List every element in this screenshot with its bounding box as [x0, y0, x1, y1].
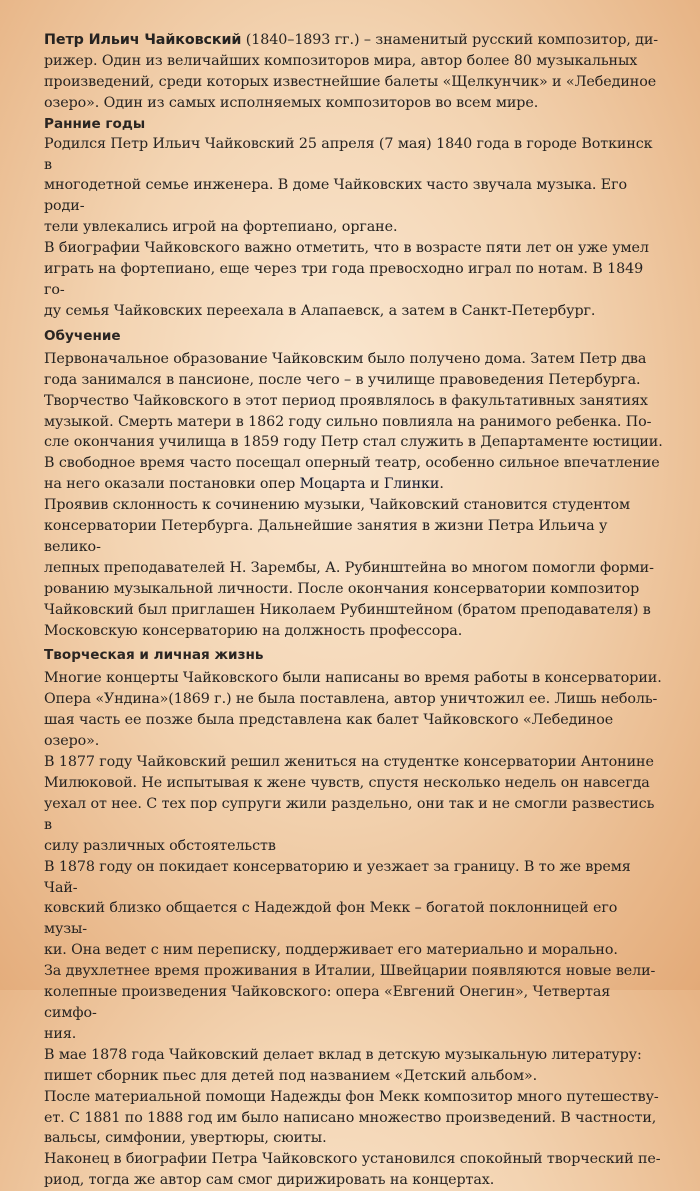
- creative-paragraph-2: В 1878 году он покидает консерваторию и уезжает за границу. В то же время Чай- ковский близко общается с Надеждой фон Мекк – богатой поклонницей его музы- ки. Она ведет с ним переписку, поддерживает его материально и морально.: [44, 858, 631, 959]
- conjunction: и: [365, 476, 384, 493]
- creative-paragraph-3: За двухлетнее время проживания в Италии, Швейцарии появляются новые вели- колепные произведения Чайковского: опера «Евгений Онегин», Четвертая симфо- ния.: [44, 963, 656, 1042]
- sentence-end: .: [439, 476, 444, 493]
- early-years-paragraph-2: В биографии Чайковского важно отметить, что в возрасте пяти лет он уже умел играть на фортепиано, еще через три года превосходно играл по нотам. В 1849 го- ду семья Чайковских переехала в Алапаевск, а затем в Санкт-Петербург.: [44, 240, 649, 319]
- early-years-paragraph-1: Родился Петр Ильич Чайковский 25 апреля (7 мая) 1840 года в городе Воткинск в многодетной семье инженера. В доме Чайковских часто звучала музыка. Его роди- тели увлекались игрой на фортепиано, органе.: [44, 135, 653, 236]
- document-page: [44, 30, 664, 1191]
- education-text: Первоначальное образование Чайковским было получено дома. Затем Петр два года занимался в пансионе, после чего – в училище правоведения Петербурга. Творчество Чайковского в этот период проявлялось в факультативных занятиях музыкой. Смерть матери в 1862 году сильно повлияла на ранимого ребенка. По- сле окончания училища в 1859 году Петр стал служить в Департаменте юстиции. В свободное время часто посещал оперный театр, особенно сильное впечатление на него оказали постановки опер: [44, 350, 663, 493]
- glinka-link[interactable]: Глинки: [383, 476, 440, 493]
- composer-name: Петр Ильич Чайковский: [44, 32, 242, 48]
- intro-paragraph: [44, 30, 664, 114]
- education-paragraph-1: [44, 349, 664, 495]
- creative-paragraph-5: После материальной помощи Надежды фон Мекк композитор много путешеству- ет. С 1881 по 1888 год им было написано множество произведений. В частности, вальсы, симфонии, увертюры, сюиты.: [44, 1088, 659, 1147]
- heading-education: Обучение: [44, 327, 121, 344]
- education-paragraph-2: Проявив склонность к сочинению музыки, Чайковский становится студентом консерватории Петербурга. Дальнейшие занятия в жизни Петра Ильича у велико- лепных преподавателей Н. Зарембы, А. Рубинштейна во многом помогли форми- рованию музыкальной личности. После окончания консерватории композитор Чайковский был приглашен Николаем Рубинштейном (братом преподавателя) в Московскую консерваторию на должность профессора.: [44, 497, 654, 639]
- creative-paragraph-6: Наконец в биографии Петра Чайковского установился спокойный творческий пе- риод, тогда же автор сам смог дирижировать на концертах.: [44, 1151, 661, 1189]
- heading-creative-life: Творческая и личная жизнь: [44, 647, 264, 664]
- creative-paragraph-4: В мае 1878 года Чайковский делает вклад в детскую музыкальную литературу: пишет сборник пьес для детей под названием «Детский альбом».: [44, 1046, 642, 1084]
- creative-paragraph-1: Многие концерты Чайковского были написаны во время работы в консерватории. Опера «Ундина»(1869 г.) не была поставлена, автор уничтожил ее. Лишь неболь- шая часть ее позже была представлена как балет Чайковского «Лебединое озеро». В 1877 году Чайковский решил жениться на студентке консерватории Антонине Милюковой. Не испытывая к жене чувств, спустя несколько недель он навсегда уехал от нее. С тех пор супруги жили раздельно, они так и не смогли развестись в силу различных обстоятельств: [44, 670, 662, 854]
- heading-early-years: Ранние годы: [44, 115, 146, 132]
- mozart-link[interactable]: Моцарта: [299, 476, 366, 493]
- intro-text: (1840–1893 гг.) – знаменитый русский композитор, ди- рижер. Один из величайших композиторов мира, автор более 80 музыкальных произведений, среди которых известнейшие балеты «Щелкунчик» и «Лебединое озеро». Один из самых исполняемых композиторов во всем мире.: [44, 32, 658, 111]
